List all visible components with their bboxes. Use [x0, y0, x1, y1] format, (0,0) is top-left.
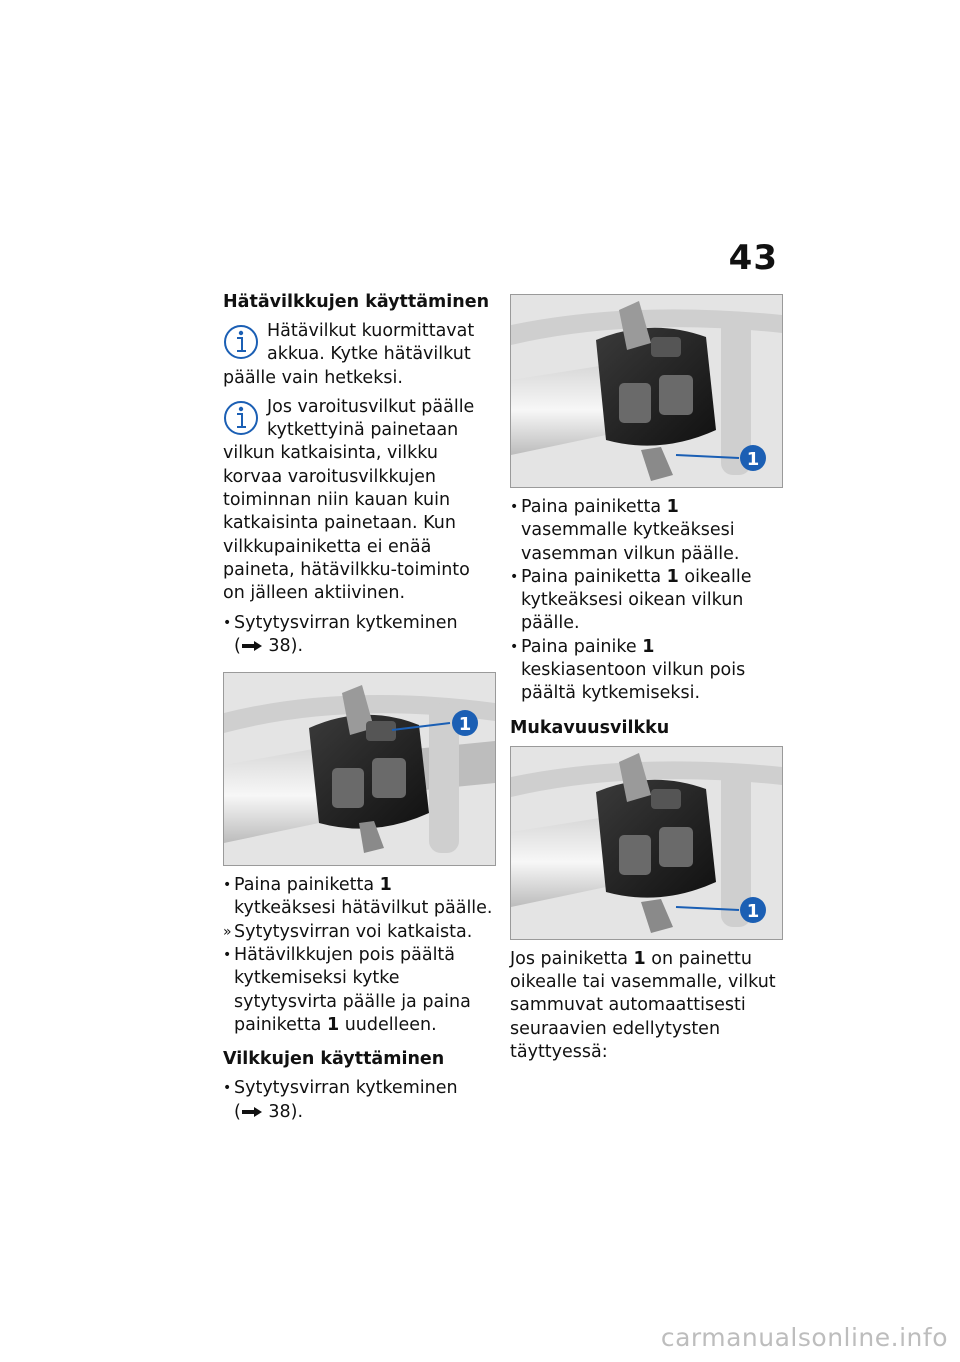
- button-number: 1: [633, 948, 646, 969]
- arrow-right-icon: [241, 640, 263, 652]
- step-text: Sytytysvirran kytkeminen: [234, 1078, 458, 1099]
- step-text: Hätävilkkujen pois päältä kytkemiseksi kytke sytytysvirta päälle ja paina painiketta: [234, 945, 471, 1035]
- section-heading-hazard: Hätävilkkujen käyttäminen: [223, 292, 490, 312]
- button-number: 1: [666, 497, 679, 517]
- list-item: [510, 496, 782, 566]
- list-item: [223, 874, 495, 921]
- bullet-marker: •: [223, 1080, 232, 1097]
- step-text: Paina painiketta: [521, 566, 667, 587]
- handlebar-figure: [223, 672, 496, 866]
- paragraph-text: Jos painiketta: [510, 948, 634, 969]
- button-number: 1: [326, 1014, 340, 1035]
- bullet-marker: •: [510, 499, 519, 515]
- page-number: 43: [728, 238, 778, 278]
- info-icon: [223, 322, 259, 362]
- step-text: Paina painiketta: [521, 497, 667, 517]
- result-marker: »: [223, 923, 232, 940]
- section-heading-indicators: Vilkkujen käyttäminen: [223, 1049, 445, 1070]
- info-icon: [223, 398, 259, 438]
- figure-callout: 1: [746, 900, 760, 922]
- step-list: [510, 496, 782, 706]
- list-item: • Sytytysvirran kytkeminen ( 38).: [223, 1078, 458, 1122]
- button-number: 1: [642, 636, 655, 657]
- step-text: kytkeäksesi hätävilkut päälle.: [234, 898, 493, 919]
- page-reference[interactable]: 38).: [268, 635, 304, 656]
- step-text: oikealle kytkeäksesi oikean vilkun päälle.: [521, 566, 752, 634]
- list-item: [510, 566, 782, 636]
- info-note: [223, 320, 495, 390]
- bullet-marker: •: [510, 638, 519, 655]
- handlebar-switch-illustration: [511, 295, 782, 487]
- bullet-marker: •: [223, 614, 232, 631]
- arrow-right-icon: [241, 1106, 263, 1118]
- paragraph-text: on painettu oikealle tai vasemmalle, vilkut sammuvat automaattisesti seuraavien edellytysten täyttyessä:: [510, 948, 776, 1062]
- step-text: Paina painike: [521, 636, 643, 657]
- button-number: 1: [379, 875, 392, 896]
- handlebar-switch-illustration: [224, 673, 495, 865]
- bullet-marker: •: [223, 947, 232, 964]
- step-text: keskiasentoon vilkun pois päältä kytkemiseksi.: [521, 660, 746, 704]
- button-number: 1: [666, 566, 679, 587]
- list-item: [223, 921, 495, 944]
- watermark: carmanualsonline.info: [660, 1323, 948, 1352]
- step-text: uudelleen.: [339, 1014, 437, 1035]
- note-text: Jos varoitusvilkut päälle kytkettyinä painetaan vilkun katkaisinta, vilkku korvaa varoitusvilkkujen toiminnan niin kauan kuin katkaisinta painetaan. Kun vilkkupainiketta ei enää paineta, hätävilkku-toiminto on jälleen aktiivinen.: [223, 396, 475, 604]
- step-text: Paina painiketta: [234, 875, 380, 896]
- step-list: [223, 874, 495, 1037]
- bullet-marker: •: [223, 877, 232, 894]
- figure-callout: 1: [746, 449, 760, 470]
- step-list: [223, 612, 495, 659]
- right-column: [510, 290, 782, 1064]
- step-text: Sytytysvirran kytkeminen: [234, 612, 458, 633]
- step-text: vasemmalle kytkeäksesi vasemman vilkun päälle.: [521, 520, 740, 564]
- result-text: Sytytysvirran voi katkaista.: [234, 921, 473, 942]
- body-paragraph: [510, 948, 782, 1064]
- handlebar-figure: [510, 746, 783, 940]
- bullet-marker: •: [510, 568, 519, 585]
- figure-callout: 1: [458, 714, 472, 736]
- info-note: [223, 396, 495, 606]
- handlebar-figure: [510, 294, 783, 488]
- list-item: • Sytytysvirran kytkeminen ( 38).: [223, 612, 458, 656]
- step-list: [223, 1077, 495, 1124]
- handlebar-switch-illustration: [511, 747, 782, 939]
- left-column: [223, 290, 495, 1124]
- list-item: [223, 944, 495, 1037]
- list-item: [510, 636, 782, 706]
- section-heading-comfort: Mukavuusvilkku: [510, 717, 670, 738]
- note-text: Hätävilkut kuormittavat akkua. Kytke hätävilkut päälle vain hetkeksi.: [223, 321, 475, 388]
- page-reference[interactable]: 38).: [268, 1101, 304, 1122]
